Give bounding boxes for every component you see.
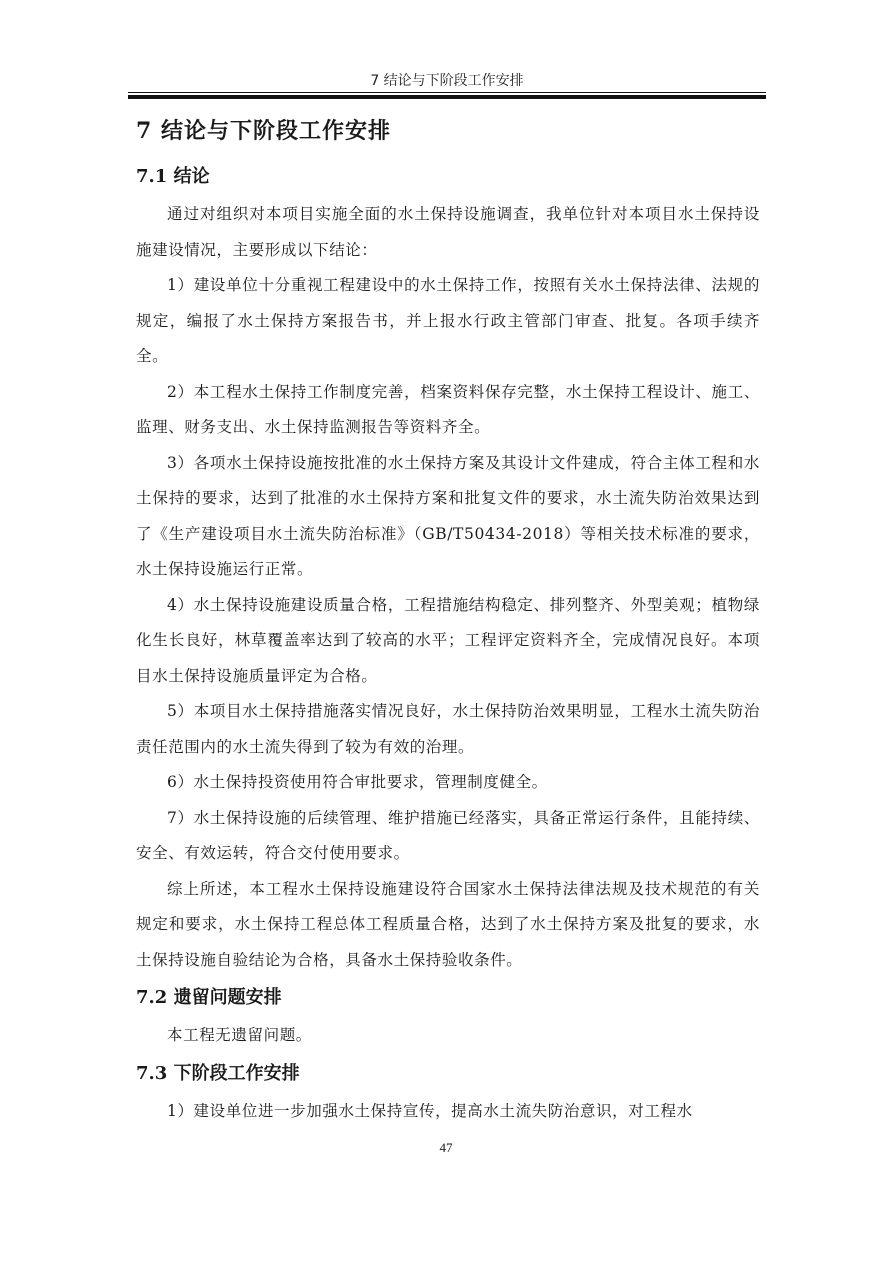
section-heading-remaining-issues: 7.2 遗留问题安排 <box>136 987 282 1008</box>
header-rule-thick <box>128 95 766 99</box>
conclusion-summary: 综上所述，本工程水土保持设施建设符合国家水土保持法律法规及技术规范的有关规定和要求，水土保持工程总体工程质量合格，达到了水土保持方案及批复的要求，水土保持设施自验结论为合格，具备水土保持验收条件。 <box>136 879 760 969</box>
section-heading-next-stage: 7.3 下阶段工作安排 <box>136 1062 300 1084</box>
running-header: 7 结论与下阶段工作安排 <box>370 73 524 89</box>
section-heading-conclusion: 7.1 结论 <box>136 166 210 187</box>
next-stage-body: 1）建设单位进一步加强水土保持宣传，提高水土流失防治意识，对工程水 <box>167 1101 693 1120</box>
conclusion-item: 7）水土保持设施的后续管理、维护措施已经落实，具备正常运行条件，且能持续、安全、有效运转，符合交付使用要求。 <box>136 808 760 862</box>
conclusion-item: 2）本工程水土保持工作制度完善，档案资料保存完整，水土保持工程设计、施工、监理、财务支出、水土保持监测报告等资料齐全。 <box>136 382 760 436</box>
remaining-issues-body: 本工程无遗留问题。 <box>167 1026 312 1044</box>
conclusion-item: 4）水土保持设施建设质量合格，工程措施结构稳定、排列整齐、外型美观；植物绿化生长良好，林草覆盖率达到了较高的水平；工程评定资料齐全，完成情况良好。本项目水土保持设施质量评定为合格。 <box>136 595 760 685</box>
page-content <box>136 114 760 1129</box>
conclusion-item: 3）各项水土保持设施按批准的水土保持方案及其设计文件建成，符合主体工程和水土保持的要求，达到了批准的水土保持方案和批复文件的要求，水土流失防治效果达到了《生产建设项目水土流失防治标准》（GB/T50434-2018）等相关技术标准的要求，水土保持设施运行正常。 <box>136 453 760 578</box>
chapter-title: 7 结论与下阶段工作安排 <box>136 118 391 144</box>
conclusion-item: 6）水土保持投资使用符合审批要求，管理制度健全。 <box>167 773 548 791</box>
conclusion-intro: 通过对组织对本项目实施全面的水土保持设施调查，我单位针对本项目水土保持设施建设情况，主要形成以下结论： <box>136 205 760 259</box>
header-rule-thin <box>128 92 766 93</box>
page-number: 47 <box>439 1140 453 1155</box>
conclusion-item: 1）建设单位十分重视工程建设中的水土保持工作，按照有关水土保持法律、法规的规定，编报了水土保持方案报告书，并上报水行政主管部门审查、批复。各项手续齐全。 <box>136 276 760 365</box>
conclusion-item: 5）本项目水土保持措施落实情况良好，水土保持防治效果明显，工程水土流失防治责任范围内的水土流失得到了较为有效的治理。 <box>136 702 760 756</box>
